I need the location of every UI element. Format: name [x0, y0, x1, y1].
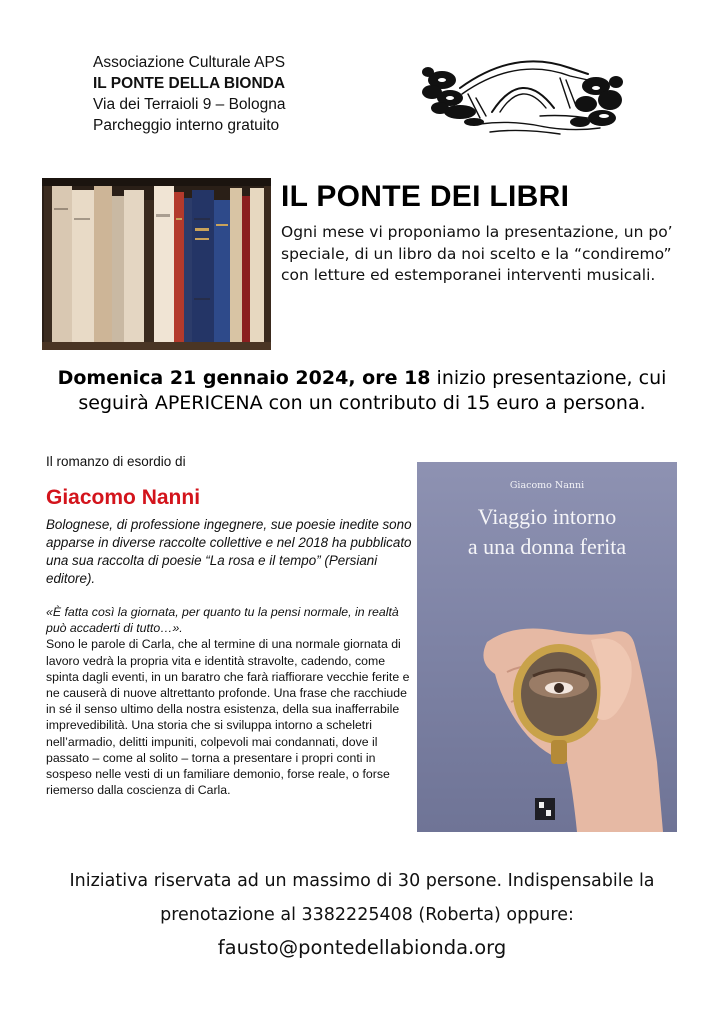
association-block [93, 52, 393, 136]
synopsis-text: Sono le parole di Carla, che al termine di una normale giornata di lavoro vedrà la propria vita e identità stravolte, cadendo, come spinta dagli eventi, in un baratro che farà riaffiorare vecchie ferite e ne causerà di nuove altrettanto profonde. Una frase che racchiude in sé il senso ultimo della nostra esistenza, della sua inafferrabile imprevedibilità. Una storia che si sviluppa intorno a scheletri nell’armadio, delitti impuniti, colpevoli mai condannati, dove il passato – come al solito – torna a presentare i propri conti in sospeso nelle vesti di un familiare demonio, forse reale, o forse riemerso dalla coscienza di Carla. [46, 637, 410, 798]
parking-note: Parcheggio interno gratuito [93, 117, 280, 134]
novel-intro-label: Il romanzo di esordio di [46, 454, 186, 469]
reservation-note: Iniziativa riservata ad un massimo di 30 persone. Indispensabile la [69, 871, 655, 891]
cover-title-line1: Viaggio intorno [477, 504, 617, 529]
event-details: inizio presentazione, cui seguirà APERICENA con un contributo di 15 euro a persona. [78, 367, 667, 414]
cover-title [417, 502, 677, 562]
author-name: Giacomo Nanni [46, 486, 201, 509]
contact-email[interactable]: fausto@pontedellabionda.org [217, 936, 507, 959]
bridge-drawing-icon [420, 46, 625, 146]
bookshelf-photo [42, 178, 271, 350]
reservation-phone: prenotazione al 3382225408 (Roberta) oppure: [160, 905, 574, 925]
event-info [40, 366, 684, 416]
book-quote: «È fatta così la giornata, per quanto tu la pensi normale, in realtà può accaderti di tutto…». [46, 605, 399, 636]
author-bio: Bolognese, di professione ingegnere, sue poesie inedite sono apparse in diverse raccolte collettive e nel 2018 ha pubblicato una sua raccolta di poesie “La rosa e il tempo” (Persiani editore). [46, 517, 412, 586]
cover-author: Giacomo Nanni [509, 480, 585, 491]
page-title: IL PONTE DEI LIBRI [281, 180, 570, 213]
book-synopsis [46, 604, 414, 798]
book-cover [417, 462, 677, 832]
association-type: Associazione Culturale APS [93, 54, 286, 71]
cover-title-line2: a una donna ferita [467, 534, 627, 559]
association-address: Via dei Terraioli 9 – Bologna [93, 96, 286, 113]
intro-text: Ogni mese vi proponiamo la presentazione, un po’ speciale, di un libro da noi scelto e la “condiremo” con letture ed estemporanei interventi musicali. [281, 223, 673, 284]
association-name: IL PONTE DELLA BIONDA [93, 75, 286, 92]
event-date-time: Domenica 21 gennaio 2024, ore 18 [57, 367, 431, 389]
